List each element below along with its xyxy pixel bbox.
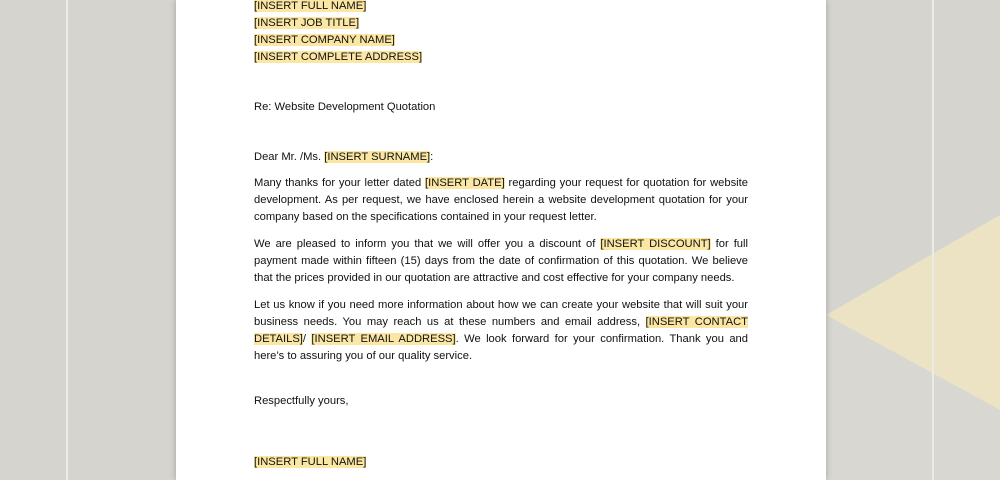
frame-line-left: [66, 0, 68, 480]
salutation-prefix: Dear Mr. /Ms.: [254, 151, 325, 163]
salutation: [254, 149, 748, 166]
sender-company-name: [INSERT COMPANY NAME]: [254, 34, 395, 46]
frame-line-right: [932, 0, 934, 480]
paragraph-1-a: Many thanks for your letter dated: [254, 177, 426, 189]
paragraph-3-b: . We look forward for your confirmation. Thank you and here’s to assuring you of our quality service.: [254, 333, 748, 362]
paragraph-3-a: Let us know if you need more information about how we can create your website that will suit your business needs. You may reach us at these numbers and email address,: [254, 299, 748, 328]
signature-name: [INSERT FULL NAME]: [254, 456, 367, 468]
paragraph-3-email: [INSERT EMAIL ADDRESS]: [311, 333, 456, 345]
salutation-surname: [INSERT SURNAME]: [324, 151, 431, 163]
paragraph-1: [254, 175, 748, 226]
sender-full-name: [INSERT FULL NAME]: [254, 0, 367, 12]
paragraph-2: [254, 236, 748, 287]
paragraph-1-date: [INSERT DATE]: [425, 177, 505, 189]
paragraph-3-sep: /: [302, 333, 312, 345]
letter-page: [176, 0, 826, 480]
sender-block: [254, 0, 748, 66]
paragraph-3-contact: [INSERT CONTACT DETAILS]: [254, 316, 748, 345]
sender-job-title: [INSERT JOB TITLE]: [254, 17, 360, 29]
paragraph-2-discount: [INSERT DISCOUNT]: [600, 238, 711, 250]
letter-content: [254, 0, 748, 471]
paragraph-2-b: for full payment made within fifteen (15) days from the date of confirmation of this quotation. We believe that the prices provided in our quotation are attractive and cost effective for your company needs.: [254, 238, 749, 284]
paragraph-3: [254, 297, 748, 365]
paragraph-2-a: We are pleased to inform you that we will offer you a discount of: [254, 238, 601, 250]
subject-line: Re: Website Development Quotation: [254, 101, 436, 113]
sender-address: [INSERT COMPLETE ADDRESS]: [254, 51, 423, 63]
paragraph-1-b: regarding your request for quotation for website development. As per request, we have enclosed herein a website development quotation for your company based on the specifications contained in your request letter.: [254, 177, 749, 223]
closing: Respectfully yours,: [254, 395, 349, 407]
salutation-suffix: :: [430, 151, 434, 163]
